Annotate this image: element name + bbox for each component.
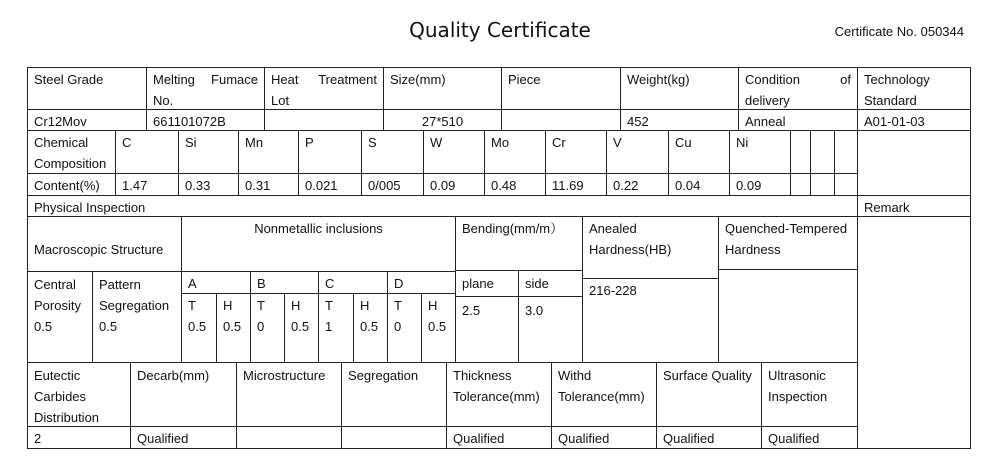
bottom-value-microstructure bbox=[237, 427, 249, 429]
pattern-segregation-value: 0.5 bbox=[99, 319, 118, 334]
bottom-header-surface-quality: Surface Quality bbox=[663, 368, 752, 383]
inclusion-value-a-t: 0.5 bbox=[188, 319, 207, 334]
content-cr: 11.69 bbox=[552, 178, 584, 193]
bottom-header-thickness-tolerance: Thickness Tolerance(mm) bbox=[453, 368, 540, 404]
bottom-header-eutectic-carbides: Eutectic Carbides Distribution bbox=[34, 368, 100, 425]
value-piece bbox=[502, 110, 620, 112]
bottom-value-ultrasonic-inspection: Qualified bbox=[768, 431, 820, 446]
inclusion-value-d-h: 0.5 bbox=[428, 319, 447, 334]
content-mo: 0.48 bbox=[491, 178, 517, 193]
header-condition-of-delivery: Condition of delivery bbox=[745, 72, 851, 108]
element-si: Si bbox=[185, 135, 197, 150]
nonmetallic-inclusions-label: Nonmetallic inclusions bbox=[254, 221, 383, 236]
bottom-header-microstructure: Microstructure bbox=[243, 368, 326, 383]
bottom-header-width-tolerance: Withd Tolerance(mm) bbox=[558, 368, 645, 404]
element-mn: Mn bbox=[245, 135, 264, 150]
element-p: P bbox=[305, 135, 314, 150]
header-heat-treatment-lot: Heat Treatment Lot bbox=[271, 72, 377, 108]
value-melting-furnace-no: 661101072B bbox=[153, 114, 226, 129]
inclusion-sub-c-t: T bbox=[325, 298, 333, 313]
header-weight: Weight(kg) bbox=[627, 72, 690, 87]
central-porosity-label: Central Porosity bbox=[34, 277, 81, 313]
bending-side-label: side bbox=[525, 276, 549, 291]
value-weight: 452 bbox=[627, 114, 649, 129]
bottom-value-eutectic-carbides: 2 bbox=[34, 431, 42, 446]
inclusion-group-d: D bbox=[394, 276, 404, 291]
element-mo: Mo bbox=[491, 135, 510, 150]
element-ni: Ni bbox=[736, 135, 749, 150]
inclusion-value-a-h: 0.5 bbox=[223, 319, 242, 334]
content-p: 0.021 bbox=[305, 178, 338, 193]
header-melting-furnace-no: Melting Fumace No. bbox=[153, 72, 258, 108]
content-c: 1.47 bbox=[122, 178, 148, 193]
inclusion-group-c: C bbox=[325, 276, 335, 291]
bending-label: Bending(mm/m） bbox=[462, 221, 564, 236]
bottom-value-decarb: Qualified bbox=[137, 431, 189, 446]
inclusion-group-a: A bbox=[188, 276, 197, 291]
inclusion-sub-b-h: H bbox=[291, 298, 301, 313]
inclusion-sub-d-h: H bbox=[428, 298, 438, 313]
inclusion-sub-a-h: H bbox=[223, 298, 233, 313]
macroscopic-structure-label: Macroscopic Structure bbox=[34, 242, 164, 257]
inclusion-group-b: B bbox=[257, 276, 266, 291]
remark-label: Remark bbox=[864, 200, 910, 215]
page-title: Quality Certificate bbox=[409, 18, 591, 42]
inclusion-sub-a-t: T bbox=[188, 298, 196, 313]
content-s: 0/005 bbox=[368, 178, 401, 193]
header-piece: Piece bbox=[508, 72, 541, 87]
header-size: Size(mm) bbox=[390, 72, 446, 87]
inclusion-value-c-h: 0.5 bbox=[360, 319, 379, 334]
annealed-hardness-value: 216-228 bbox=[589, 283, 637, 298]
value-condition-of-delivery: Anneal bbox=[745, 114, 786, 129]
value-size: 27*510 bbox=[421, 114, 464, 129]
inclusion-sub-d-t: T bbox=[394, 298, 402, 313]
content-label: Content(%) bbox=[34, 178, 100, 193]
content-si: 0.33 bbox=[185, 178, 211, 193]
value-technology-standard: A01-01-03 bbox=[864, 114, 925, 129]
bottom-value-width-tolerance: Qualified bbox=[558, 431, 610, 446]
inclusion-value-b-h: 0.5 bbox=[291, 319, 310, 334]
value-heat-treatment-lot bbox=[265, 110, 383, 112]
inclusion-value-c-t: 1 bbox=[325, 319, 333, 334]
content-v: 0.22 bbox=[613, 178, 639, 193]
element-c: C bbox=[122, 135, 132, 150]
bending-plane-label: plane bbox=[462, 276, 494, 291]
certificate-number: Certificate No. 050344 bbox=[834, 24, 964, 39]
header-technology-standard: Technology Standard bbox=[864, 72, 930, 108]
bottom-value-thickness-tolerance: Qualified bbox=[453, 431, 505, 446]
bottom-value-surface-quality: Qualified bbox=[663, 431, 715, 446]
bottom-value-segregation bbox=[342, 427, 354, 429]
bottom-header-segregation: Segregation bbox=[348, 368, 419, 383]
inclusion-value-d-t: 0 bbox=[394, 319, 402, 334]
inclusion-sub-c-h: H bbox=[360, 298, 370, 313]
chemical-composition-label: Chemical Composition bbox=[34, 135, 107, 171]
element-cr: Cr bbox=[552, 135, 566, 150]
physical-inspection-label: Physical Inspection bbox=[34, 200, 146, 215]
central-porosity-value: 0.5 bbox=[34, 319, 53, 334]
inclusion-value-b-t: 0 bbox=[257, 319, 265, 334]
bottom-header-decarb: Decarb(mm) bbox=[137, 368, 210, 383]
value-steel-grade: Cr12Mov bbox=[34, 114, 87, 129]
inclusion-sub-b-t: T bbox=[257, 298, 265, 313]
content-cu: 0.04 bbox=[675, 178, 701, 193]
bending-side-value: 3.0 bbox=[525, 303, 544, 318]
content-mn: 0.31 bbox=[245, 178, 271, 193]
content-w: 0.09 bbox=[430, 178, 456, 193]
header-steel-grade: Steel Grade bbox=[34, 72, 104, 87]
annealed-hardness-label: Anealed Hardness(HB) bbox=[589, 221, 672, 257]
element-cu: Cu bbox=[675, 135, 692, 150]
pattern-segregation-label: Pattern Segregation bbox=[99, 277, 170, 313]
content-ni: 0.09 bbox=[736, 178, 762, 193]
bottom-header-ultrasonic-inspection: Ultrasonic Inspection bbox=[768, 368, 828, 404]
element-v: V bbox=[613, 135, 622, 150]
bending-plane-value: 2.5 bbox=[462, 303, 481, 318]
element-s: S bbox=[368, 135, 377, 150]
quenched-tempered-hardness-label: Quenched-Tempered Hardness bbox=[725, 221, 848, 257]
element-w: W bbox=[430, 135, 443, 150]
